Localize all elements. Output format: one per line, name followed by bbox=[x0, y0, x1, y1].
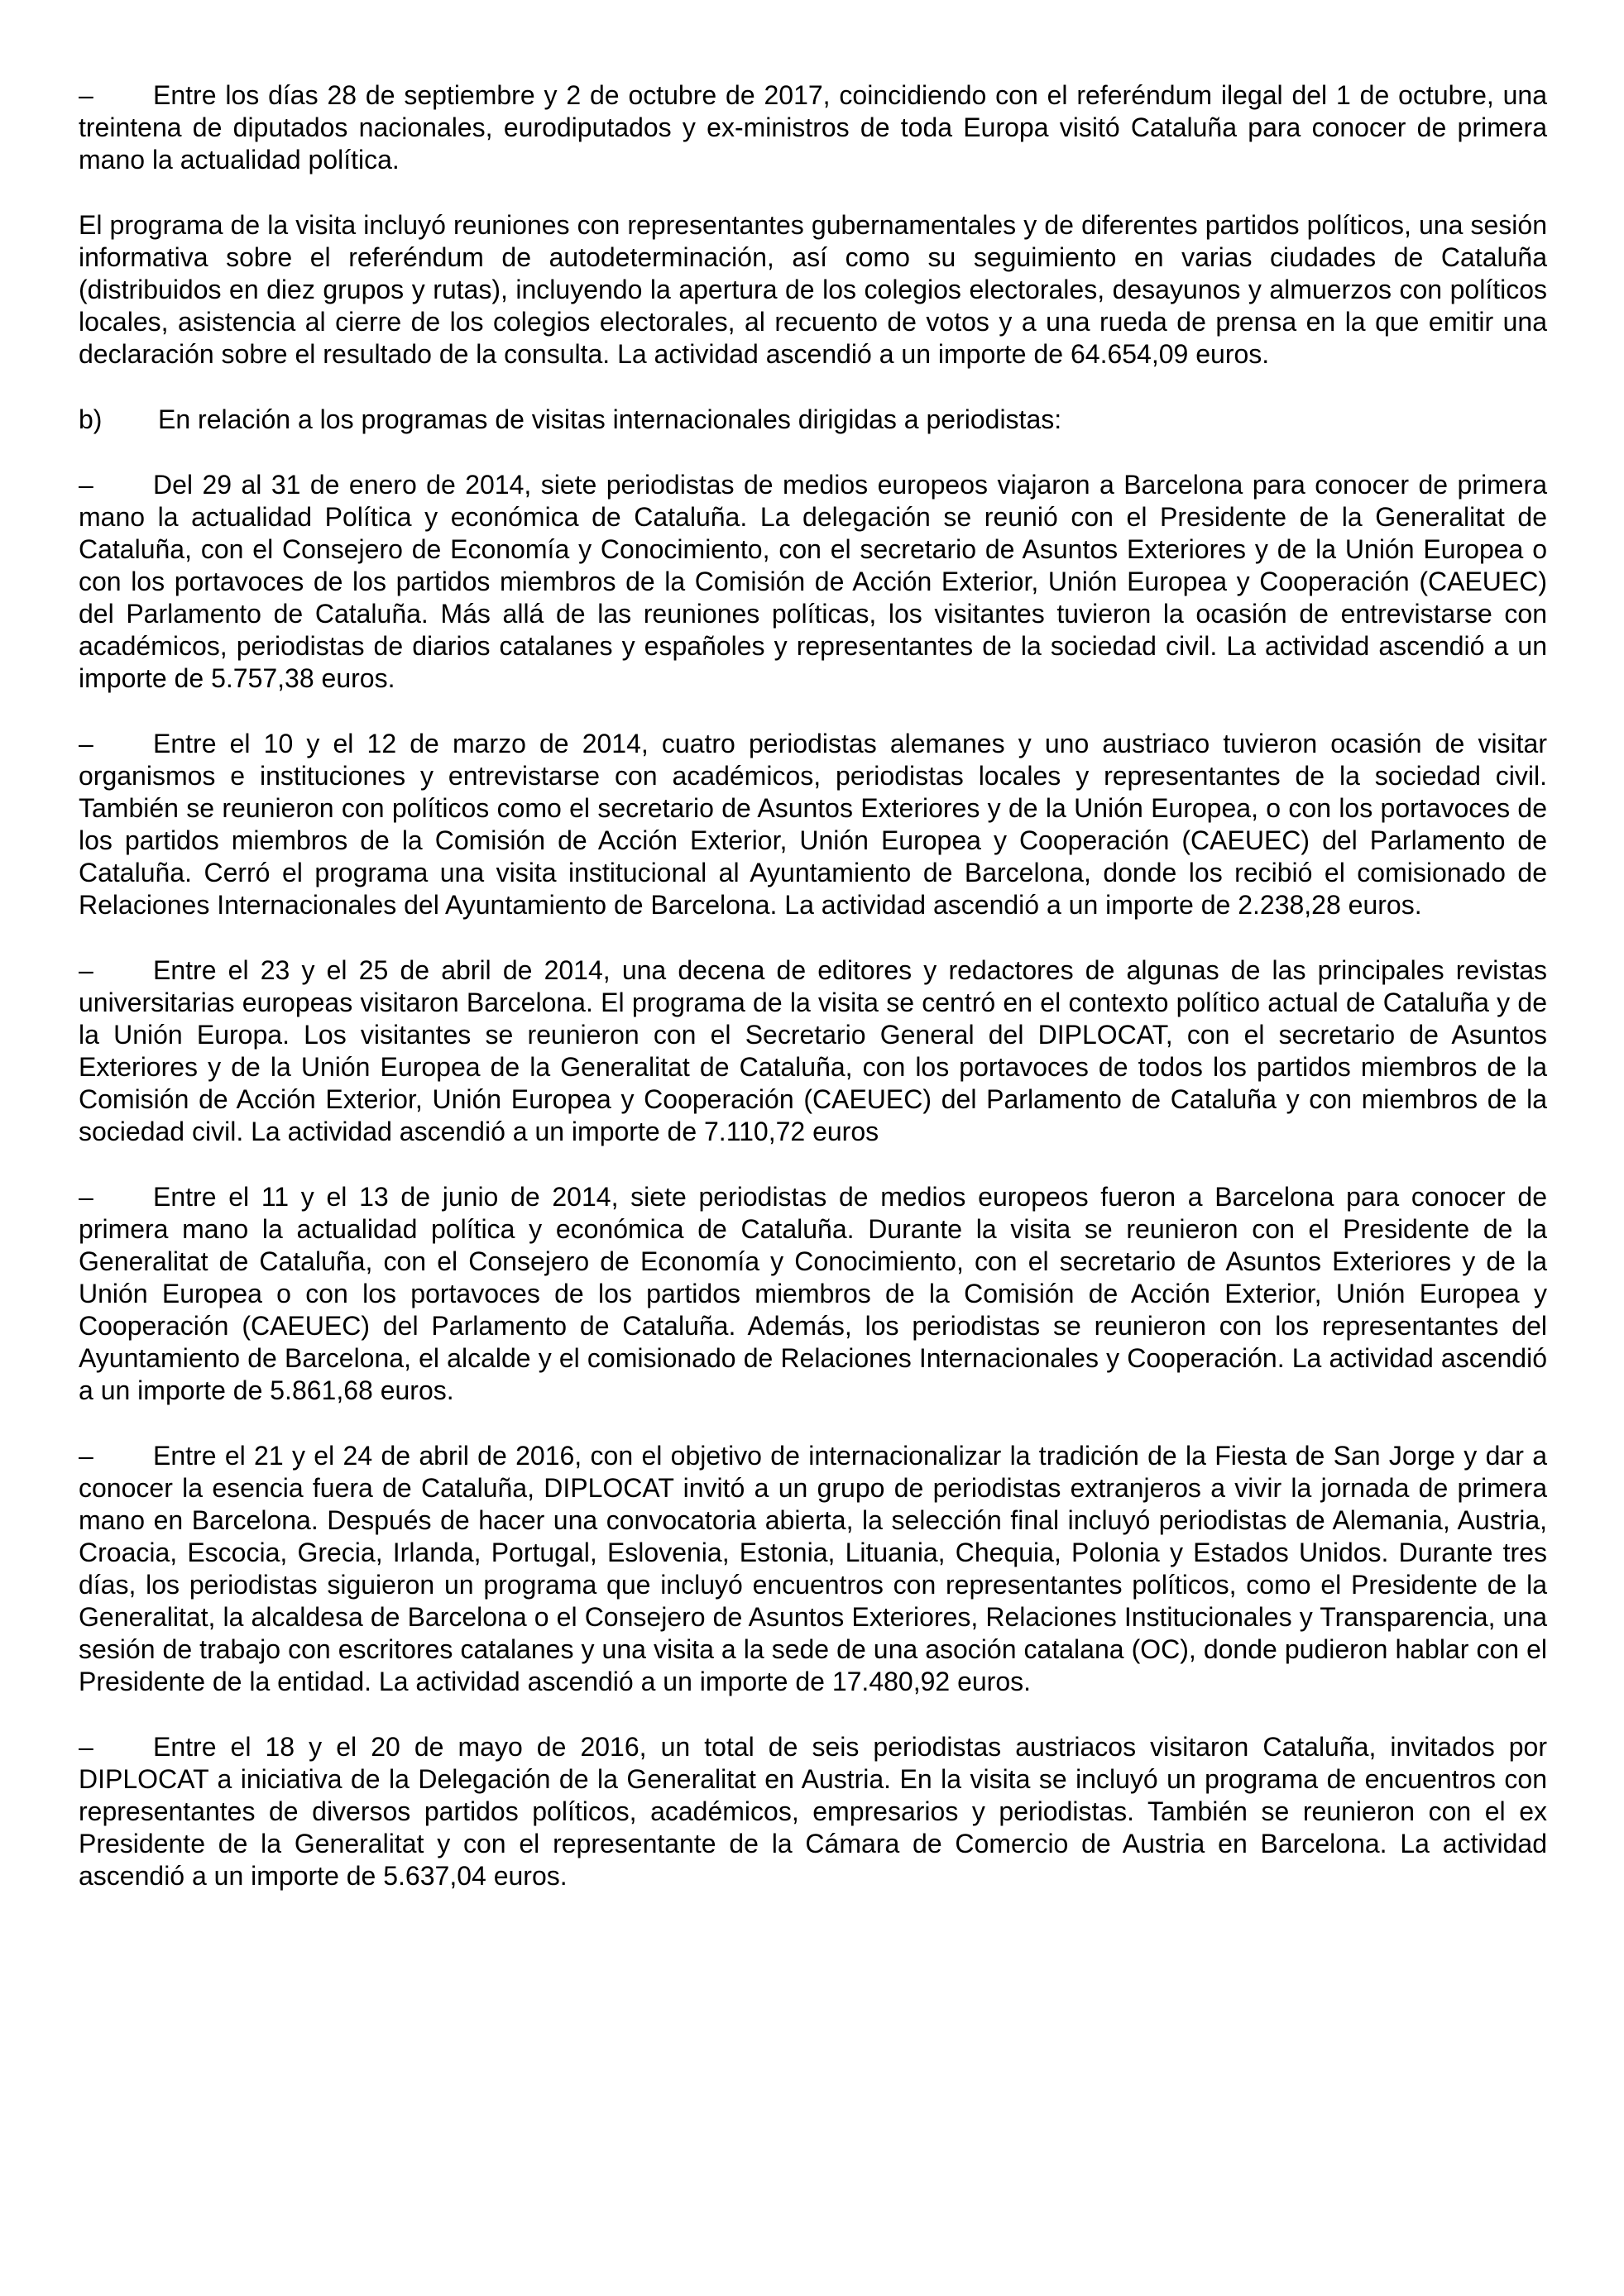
bullet-dash: – bbox=[79, 1441, 93, 1471]
paragraph-2017-visit bbox=[79, 79, 1547, 176]
paragraph-text: El programa de la visita incluyó reuniones con representantes gubernamentales y de diferentes partidos políticos, una sesión informativa sobre el referéndum de autodeterminación, así como su seguimiento en varias ciudades de Cataluña (distribuidos en diez grupos y rutas), incluyendo la apertura de los colegios electorales, desayunos y almuerzos con políticos locales, asistencia al cierre de los colegios electorales, al recuento de votos y a una rueda de prensa en la que emitir una declaración sobre el resultado de la consulta. La actividad ascendió a un importe de 64.654,09 euros. bbox=[79, 210, 1547, 369]
bullet-dash: – bbox=[79, 729, 93, 758]
bullet-dash: – bbox=[79, 955, 93, 985]
paragraph-text: Del 29 al 31 de enero de 2014, siete periodistas de medios europeos viajaron a Barcelona para conocer de primera mano la actualidad Política y económica de Cataluña. La delegación se reunió con el Presidente de la Generalitat de Cataluña, con el Consejero de Economía y Conocimiento, con el secretario de Asuntos Exteriores y de la Unión Europea o con los portavoces de los partidos miembros de la Comisión de Acción Exterior, Unión Europea y Cooperación (CAEUEC) del Parlamento de Cataluña. Más allá de las reuniones políticas, los visitantes tuvieron la ocasión de entrevistarse con académicos, periodistas de diarios catalanes y españoles y representantes de la sociedad civil. La actividad ascendió a un importe de 5.757,38 euros. bbox=[79, 470, 1547, 693]
bullet-dash: – bbox=[79, 1732, 93, 1762]
paragraph-text: Entre el 23 y el 25 de abril de 2014, una decena de editores y redactores de algunas de las principales revistas universitarias europeas visitaron Barcelona. El programa de la visita se centró en el contexto político actual de Cataluña y de la Unión Europa. Los visitantes se reunieron con el Secretario General del DIPLOCAT, con el secretario de Asuntos Exteriores y de la Unión Europea de la Generalitat de Cataluña, con los portavoces de todos los partidos miembros de la Comisión de Acción Exterior, Unión Europea y Cooperación (CAEUEC) del Parlamento de Cataluña y con miembros de la sociedad civil. La actividad ascendió a un importe de 7.110,72 euros bbox=[79, 955, 1547, 1146]
section-heading-text: En relación a los programas de visitas internacionales dirigidas a periodistas: bbox=[158, 404, 1062, 434]
paragraph-text: Entre el 11 y el 13 de junio de 2014, siete periodistas de medios europeos fueron a Barcelona para conocer de primera mano la actualidad política y económica de Cataluña. Durante la visita se reunieron con el Presidente de la Generalitat de Cataluña, con el Consejero de Economía y Conocimiento, con el secretario de Asuntos Exteriores y de la Unión Europea o con los portavoces de los partidos miembros de la Comisión de Acción Exterior, Unión Europea y Cooperación (CAEUEC) del Parlamento de Cataluña. Además, los periodistas se reunieron con los representantes del Ayuntamiento de Barcelona, el alcalde y el comisionado de Relaciones Internacionales y Cooperación. La actividad ascendió a un importe de 5.861,68 euros. bbox=[79, 1182, 1547, 1405]
paragraph-april-2014 bbox=[79, 954, 1547, 1148]
section-b-heading bbox=[79, 404, 1547, 436]
bullet-dash: – bbox=[79, 470, 93, 500]
paragraph-visit-program bbox=[79, 209, 1547, 371]
paragraph-text: Entre el 21 y el 24 de abril de 2016, con el objetivo de internacionalizar la tradición de la Fiesta de San Jorge y dar a conocer la esencia fuera de Cataluña, DIPLOCAT invitó a un grupo de periodistas extranjeros a vivir la jornada de primera mano en Barcelona. Después de hacer una convocatoria abierta, la selección final incluyó periodistas de Alemania, Austria, Croacia, Escocia, Grecia, Irlanda, Portugal, Eslovenia, Estonia, Lituania, Chequia, Polonia y Estados Unidos. Durante tres días, los periodistas siguieron un programa que incluyó encuentros con representantes políticos, como el Presidente de la Generalitat, la alcaldesa de Barcelona o el Consejero de Asuntos Exteriores, Relaciones Institucionales y Transparencia, una sesión de trabajo con escritores catalanes y una visita a la sede de una asoción catalana (OC), donde pudieron hablar con el Presidente de la entidad. La actividad ascendió a un importe de 17.480,92 euros. bbox=[79, 1441, 1547, 1696]
paragraph-april-2016 bbox=[79, 1440, 1547, 1698]
paragraph-june-2014 bbox=[79, 1181, 1547, 1407]
paragraph-text: Entre el 18 y el 20 de mayo de 2016, un total de seis periodistas austriacos visitaron Cataluña, invitados por DIPLOCAT a iniciativa de la Delegación de la Generalitat en Austria. En la visita se incluyó un programa de encuentros con representantes de diversos partidos políticos, académicos, empresarios y periodistas. También se reunieron con el ex Presidente de la Generalitat y con el representante de la Cámara de Comercio de Austria en Barcelona. La actividad ascendió a un importe de 5.637,04 euros. bbox=[79, 1732, 1547, 1891]
section-marker: b) bbox=[79, 404, 103, 434]
bullet-dash: – bbox=[79, 1182, 93, 1212]
paragraph-text: Entre el 10 y el 12 de marzo de 2014, cuatro periodistas alemanes y uno austriaco tuvieron ocasión de visitar organismos e instituciones y entrevistarse con académicos, periodistas locales y representantes de la sociedad civil. También se reunieron con políticos como el secretario de Asuntos Exteriores y de la Unión Europea, o con los portavoces de los partidos miembros de la Comisión de Acción Exterior, Unión Europea y Cooperación (CAEUEC) del Parlamento de Cataluña. Cerró el programa una visita institucional al Ayuntamiento de Barcelona, donde los recibió el comisionado de Relaciones Internacionales del Ayuntamiento de Barcelona. La actividad ascendió a un importe de 2.238,28 euros. bbox=[79, 729, 1547, 920]
paragraph-text: Entre los días 28 de septiembre y 2 de octubre de 2017, coincidiendo con el referéndum ilegal del 1 de octubre, una treintena de diputados nacionales, eurodiputados y ex-ministros de toda Europa visitó Cataluña para conocer de primera mano la actualidad política. bbox=[79, 80, 1547, 175]
paragraph-march-2014 bbox=[79, 728, 1547, 921]
document-page bbox=[79, 79, 1547, 1925]
paragraph-may-2016 bbox=[79, 1731, 1547, 1892]
bullet-dash: – bbox=[79, 80, 93, 110]
paragraph-january-2014 bbox=[79, 469, 1547, 695]
